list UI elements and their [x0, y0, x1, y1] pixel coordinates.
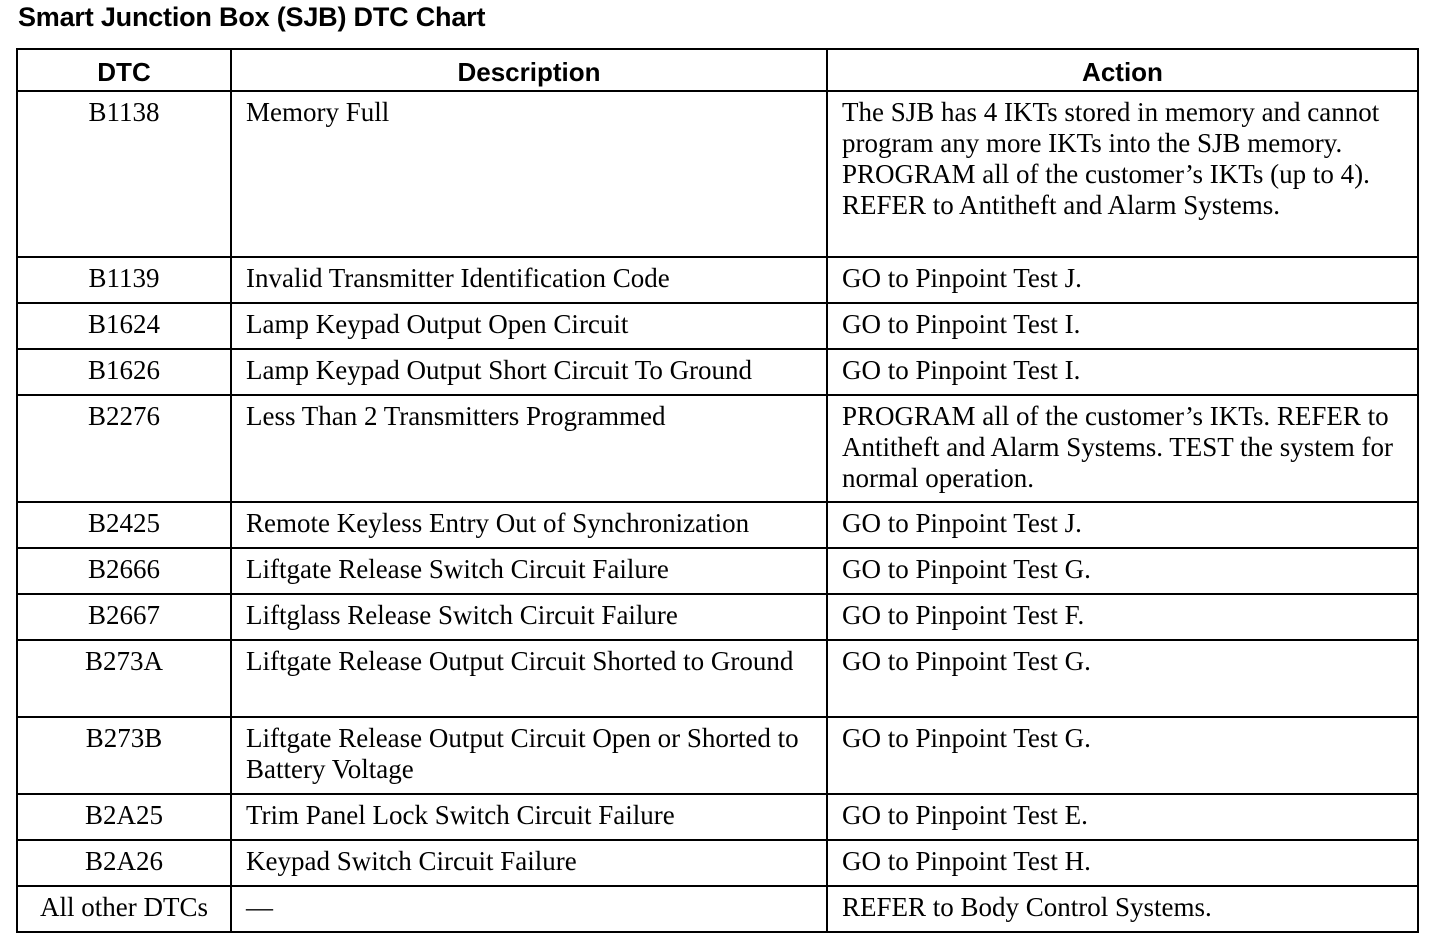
dtc-code: B1624 [17, 303, 231, 349]
dtc-code: B2425 [17, 502, 231, 548]
table-row [17, 502, 1418, 548]
dtc-description: Liftgate Release Output Circuit Shorted to Ground [231, 640, 827, 717]
dtc-action: GO to Pinpoint Test J. [827, 502, 1418, 548]
dtc-description: — [231, 886, 827, 932]
dtc-action: GO to Pinpoint Test J. [827, 257, 1418, 303]
dtc-description: Lamp Keypad Output Open Circuit [231, 303, 827, 349]
header-row [17, 49, 1418, 91]
table-row [17, 594, 1418, 640]
table-row [17, 794, 1418, 840]
dtc-action: The SJB has 4 IKTs stored in memory and cannot program any more IKTs into the SJB memory. PROGRAM all of the customer’s IKTs (up to 4). REFER to Antitheft and Alarm Systems. [827, 91, 1418, 257]
table-row [17, 886, 1418, 932]
header-dtc: DTC [17, 49, 231, 91]
dtc-action: GO to Pinpoint Test F. [827, 594, 1418, 640]
table-row [17, 91, 1418, 257]
dtc-description: Liftgate Release Output Circuit Open or Shorted to Battery Voltage [231, 717, 827, 794]
dtc-action: GO to Pinpoint Test H. [827, 840, 1418, 886]
table-row [17, 349, 1418, 395]
dtc-action: GO to Pinpoint Test G. [827, 640, 1418, 717]
dtc-code: B273B [17, 717, 231, 794]
dtc-action: GO to Pinpoint Test G. [827, 548, 1418, 594]
table-row [17, 257, 1418, 303]
dtc-description: Liftglass Release Switch Circuit Failure [231, 594, 827, 640]
dtc-code: B2666 [17, 548, 231, 594]
dtc-code: B1139 [17, 257, 231, 303]
dtc-description: Invalid Transmitter Identification Code [231, 257, 827, 303]
dtc-description: Lamp Keypad Output Short Circuit To Ground [231, 349, 827, 395]
header-description: Description [231, 49, 827, 91]
dtc-code: B273A [17, 640, 231, 717]
dtc-description: Remote Keyless Entry Out of Synchronization [231, 502, 827, 548]
dtc-action: REFER to Body Control Systems. [827, 886, 1418, 932]
chart-title: Smart Junction Box (SJB) DTC Chart [18, 2, 486, 32]
table-row [17, 640, 1418, 717]
dtc-code: B2A25 [17, 794, 231, 840]
dtc-description: Less Than 2 Transmitters Programmed [231, 395, 827, 502]
table-row [17, 717, 1418, 794]
table-row [17, 548, 1418, 594]
dtc-description: Keypad Switch Circuit Failure [231, 840, 827, 886]
dtc-code: B2276 [17, 395, 231, 502]
dtc-code: B1138 [17, 91, 231, 257]
dtc-code: B2A26 [17, 840, 231, 886]
header-action: Action [827, 49, 1418, 91]
dtc-code: B2667 [17, 594, 231, 640]
dtc-description: Liftgate Release Switch Circuit Failure [231, 548, 827, 594]
dtc-action: GO to Pinpoint Test E. [827, 794, 1418, 840]
dtc-action: PROGRAM all of the customer’s IKTs. REFER to Antitheft and Alarm Systems. TEST the system for normal operation. [827, 395, 1418, 502]
dtc-description: Trim Panel Lock Switch Circuit Failure [231, 794, 827, 840]
dtc-code: All other DTCs [17, 886, 231, 932]
dtc-description: Memory Full [231, 91, 827, 257]
table-row [17, 840, 1418, 886]
table-row [17, 303, 1418, 349]
dtc-code: B1626 [17, 349, 231, 395]
table-row [17, 395, 1418, 502]
dtc-table [16, 48, 1419, 933]
dtc-action: GO to Pinpoint Test I. [827, 303, 1418, 349]
dtc-action: GO to Pinpoint Test G. [827, 717, 1418, 794]
dtc-action: GO to Pinpoint Test I. [827, 349, 1418, 395]
